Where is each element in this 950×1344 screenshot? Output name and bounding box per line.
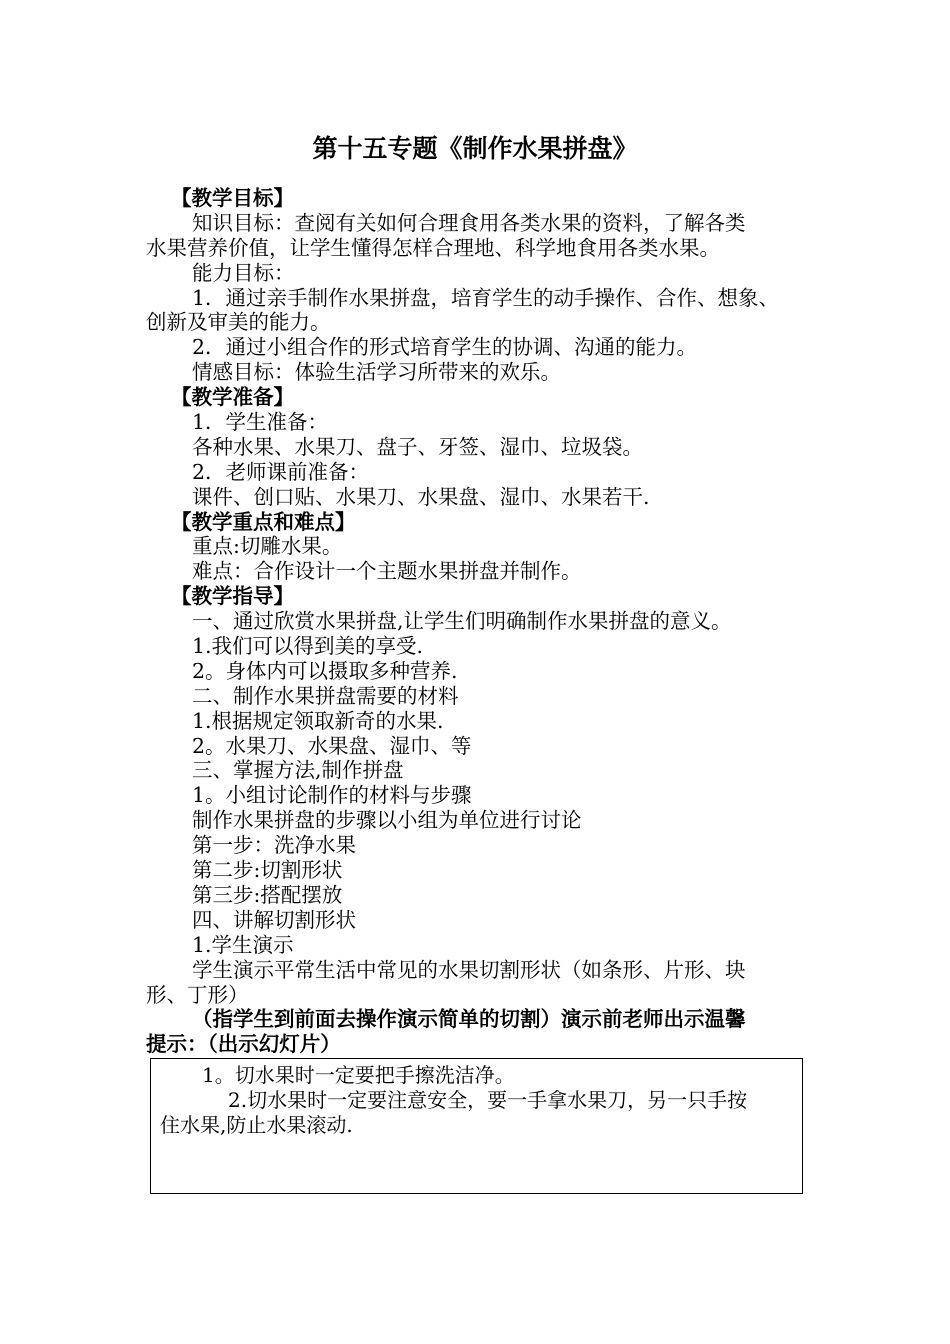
guidance-part-3-item-2: 制作水果拼盘的步骤以小组为单位进行讨论 bbox=[192, 808, 582, 833]
guidance-part-2-item-2: 2。水果刀、水果盘、湿巾、等 bbox=[192, 733, 472, 758]
document-title: 第十五专题《制作水果拼盘》 bbox=[312, 134, 638, 163]
guidance-part-4: 四、讲解切割形状 bbox=[192, 907, 356, 932]
key-point: 重点:切雕水果。 bbox=[192, 534, 343, 559]
difficult-point: 难点：合作设计一个主题水果拼盘并制作。 bbox=[192, 559, 582, 584]
objectives-heading: 【教学目标】 bbox=[171, 186, 294, 210]
step-3: 第三步:搭配摆放 bbox=[192, 882, 343, 907]
focus-heading: 【教学重点和难点】 bbox=[171, 509, 356, 534]
guidance-part-1: 一、通过欣赏水果拼盘,让学生们明确制作水果拼盘的意义。 bbox=[192, 609, 732, 634]
preparation-heading: 【教学准备】 bbox=[171, 385, 294, 410]
guidance-part-2-item-1: 1.根据规定领取新奇的水果. bbox=[192, 708, 444, 733]
guidance-part-3: 三、掌握方法,制作拼盘 bbox=[192, 758, 404, 783]
ability-objective-label: 能力目标： bbox=[192, 260, 295, 285]
student-prep-items: 各种水果、水果刀、盘子、牙签、湿巾、垃圾袋。 bbox=[192, 434, 643, 459]
guidance-part-4-item-1: 1.学生演示 bbox=[192, 932, 294, 957]
emotion-objective: 情感目标：体验生活学习所带来的欢乐。 bbox=[192, 360, 561, 385]
knowledge-objective-line2: 水果营养价值，让学生懂得怎样合理地、科学地食用各类水果。 bbox=[146, 235, 720, 260]
guidance-part-1-item-1: 1.我们可以得到美的享受. bbox=[192, 634, 424, 659]
ability-item-2: 2．通过小组合作的形式培育学生的协调、沟通的能力。 bbox=[192, 335, 698, 360]
guidance-part-2: 二、制作水果拼盘需要的材料 bbox=[192, 683, 459, 708]
teacher-note-line1: （指学生到前面去操作演示简单的切割）演示前老师出示温馨 bbox=[192, 1007, 746, 1032]
step-1: 第一步：洗净水果 bbox=[192, 833, 356, 858]
guidance-part-3-item-1: 1。小组讨论制作的材料与步骤 bbox=[192, 783, 472, 808]
guidance-part-1-item-2: 2。身体内可以摄取多种营养. bbox=[192, 658, 458, 683]
ability-item-1-line1: 1．通过亲手制作水果拼盘，培育学生的动手操作、合作、想象、 bbox=[192, 285, 780, 310]
teacher-prep-label: 2．老师课前准备： bbox=[192, 459, 370, 484]
guidance-heading: 【教学指导】 bbox=[171, 584, 294, 609]
safety-tip-2-line2: 住水果,防止水果滚动. bbox=[160, 1112, 353, 1137]
knowledge-objective-line1: 知识目标：查阅有关如何合理食用各类水果的资料，了解各类 bbox=[192, 210, 746, 235]
document-body bbox=[146, 186, 816, 1057]
ability-item-1-line2: 创新及审美的能力。 bbox=[146, 310, 331, 335]
safety-tips-box bbox=[150, 1058, 803, 1194]
step-2: 第二步:切割形状 bbox=[192, 858, 343, 883]
demo-description-line1: 学生演示平常生活中常见的水果切割形状（如条形、片形、块 bbox=[192, 957, 746, 982]
safety-tip-1: 1。切水果时一定要把手擦洗洁净。 bbox=[202, 1063, 515, 1087]
teacher-note-line2: 提示：（出示幻灯片） bbox=[146, 1032, 341, 1057]
student-prep-label: 1．学生准备： bbox=[192, 410, 329, 435]
safety-tip-2-line1: 2.切水果时一定要注意安全，要一手拿水果刀，另一只手按 bbox=[228, 1087, 748, 1112]
teacher-prep-items: 课件、创口贴、水果刀、水果盘、湿巾、水果若干. bbox=[192, 484, 650, 509]
demo-description-line2: 形、丁形） bbox=[146, 982, 249, 1007]
